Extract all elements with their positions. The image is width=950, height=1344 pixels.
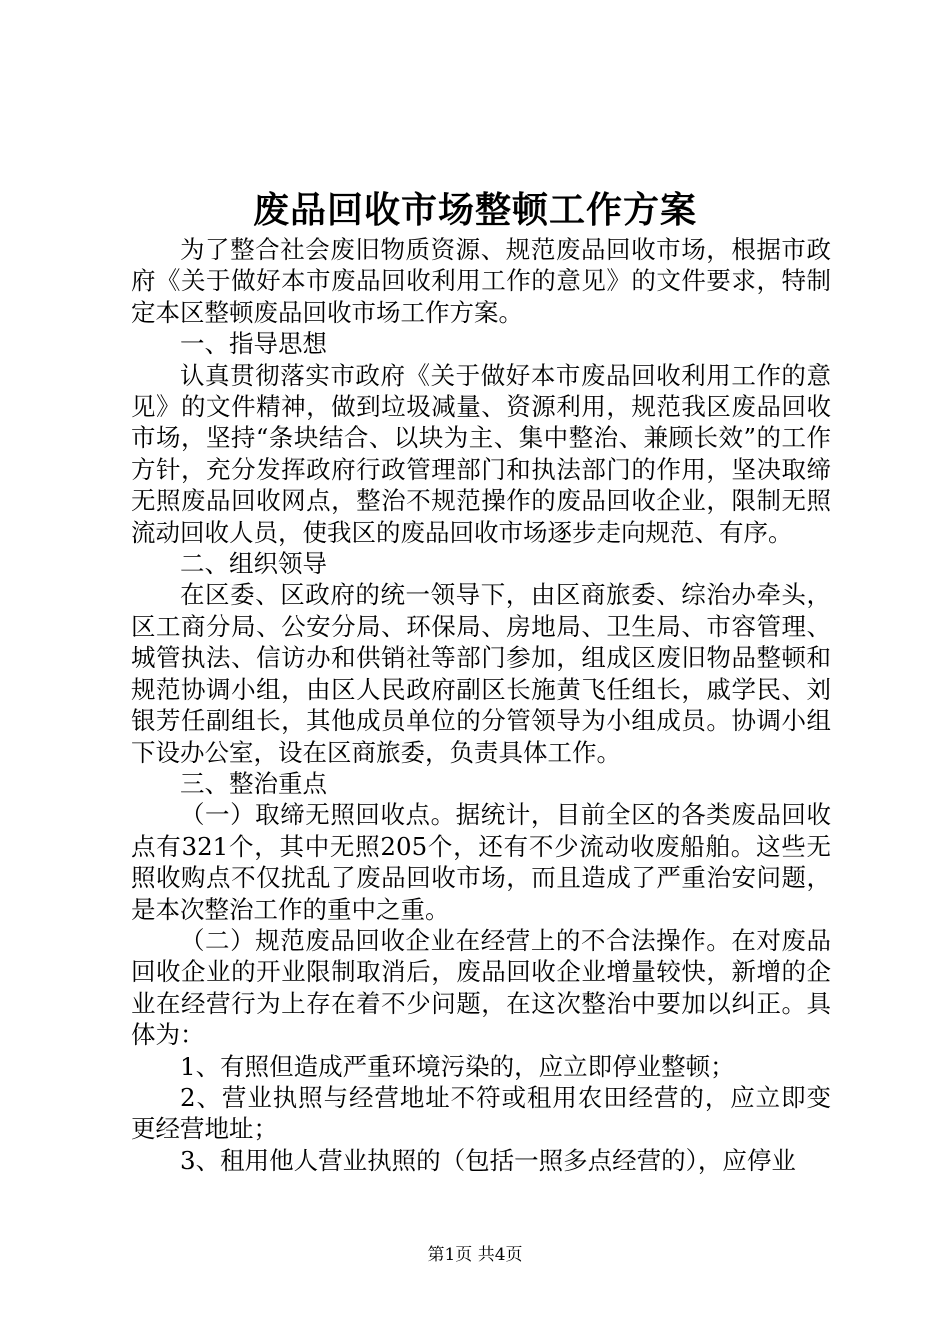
list-item-2: 2、营业执照与经营地址不符或租用农田经营的，应立即变更经营地址； (131, 1082, 831, 1144)
heading-organization: 二、组织领导 (180, 549, 327, 579)
list-item-3: 3、租用他人营业执照的（包括一照多点经营的），应停业 (180, 1145, 796, 1175)
paragraph-key-point-1: （一）取缔无照回收点。据统计，目前全区的各类废品回收点有321个，其中无照205个，还有不少流动收废船舶。这些无照收购点不仅扰乱了废品回收市场，而且造成了严重治安问题，是本次整治工作的重中之重。 (131, 800, 831, 924)
document-body (131, 234, 831, 1176)
document-title: 废品回收市场整顿工作方案 (252, 189, 697, 231)
heading-guiding-ideology: 一、指导思想 (180, 329, 327, 359)
page-footer: 第1页 共4页 (427, 1245, 523, 1265)
paragraph-key-point-2: （二）规范废品回收企业在经营上的不合法操作。在对废品回收企业的开业限制取消后，废品回收企业增量较快，新增的企业在经营行为上存在着不少问题，在这次整治中要加以纠正。具体为： (131, 925, 831, 1050)
paragraph-guiding-ideology: 认真贯彻落实市政府《关于做好本市废品回收利用工作的意见》的文件精神，做到垃圾减量、资源利用，规范我区废品回收市场，坚持“条块结合、以块为主、集中整治、兼顾长效”的工作方针，充分发挥政府行政管理部门和执法部门的作用，坚决取缔无照废品回收网点，整治不规范操作的废品回收企业，限制无照流动回收人员，使我区的废品回收市场逐步走向规范、有序。 (131, 360, 831, 547)
heading-key-points: 三、整治重点 (180, 768, 327, 798)
paragraph-intro: 为了整合社会废旧物质资源、规范废品回收市场，根据市政府《关于做好本市废品回收利用工作的意见》的文件要求，特制定本区整顿废品回收市场工作方案。 (131, 235, 831, 327)
paragraph-organization: 在区委、区政府的统一领导下，由区商旅委、综治办牵头，区工商分局、公安分局、环保局、房地局、卫生局、市容管理、城管执法、信访办和供销社等部门参加，组成区废旧物品整顿和规范协调小组，由区人民政府副区长施黄飞任组长，戚学民、刘银芳任副组长，其他成员单位的分管领导为小组成员。协调小组下设办公室，设在区商旅委，负责具体工作。 (131, 580, 831, 767)
list-item-1: 1、有照但造成严重环境污染的，应立即停业整顿； (180, 1051, 735, 1081)
